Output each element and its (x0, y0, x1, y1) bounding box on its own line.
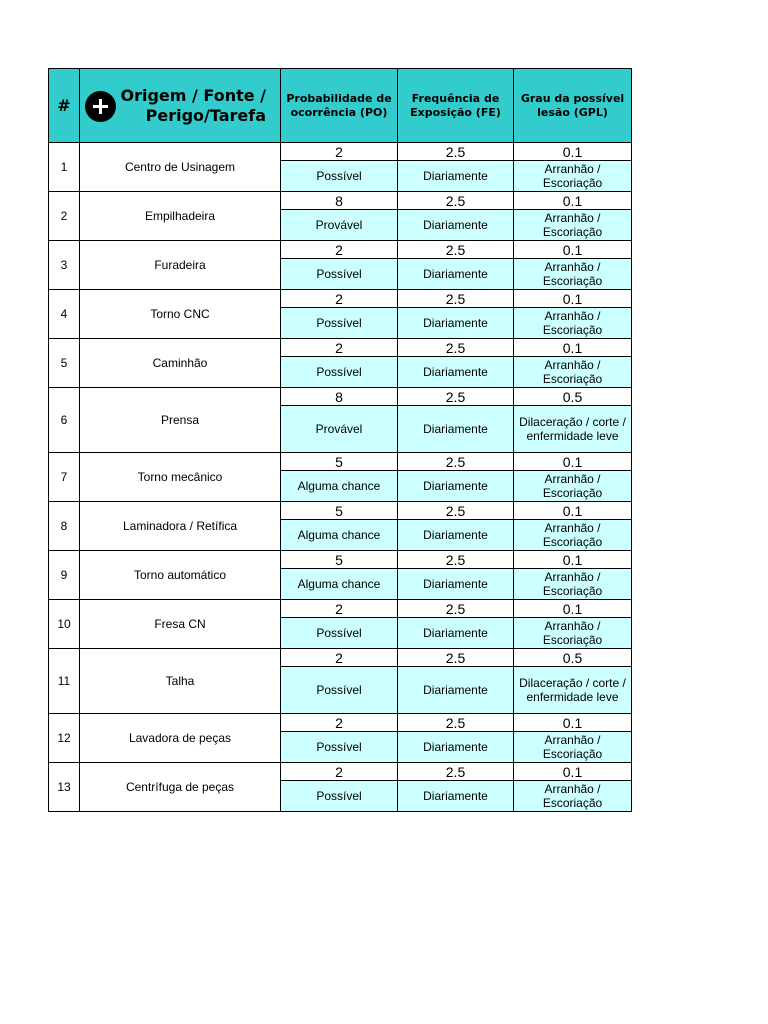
fe-label: Diariamente (398, 732, 514, 763)
po-value: 5 (281, 551, 398, 569)
row-number: 11 (49, 649, 80, 714)
header-frequency: Frequência de Exposição (FE) (398, 69, 514, 143)
gpl-value: 0.5 (514, 388, 632, 406)
hazard-source: Laminadora / Retífica (80, 502, 281, 551)
plus-circle-icon[interactable] (85, 91, 116, 122)
row-number: 13 (49, 763, 80, 812)
fe-label: Diariamente (398, 781, 514, 812)
table-row (49, 551, 632, 569)
gpl-value: 0.1 (514, 502, 632, 520)
hazard-source: Lavadora de peças (80, 714, 281, 763)
po-value: 8 (281, 192, 398, 210)
gpl-value: 0.1 (514, 143, 632, 161)
fe-value: 2.5 (398, 551, 514, 569)
gpl-label: Arranhão / Escoriação (514, 732, 632, 763)
row-number: 12 (49, 714, 80, 763)
header-origin (80, 69, 281, 143)
fe-label: Diariamente (398, 520, 514, 551)
hazard-source: Torno mecânico (80, 453, 281, 502)
gpl-label: Arranhão / Escoriação (514, 259, 632, 290)
po-label: Alguma chance (281, 520, 398, 551)
fe-value: 2.5 (398, 388, 514, 406)
fe-label: Diariamente (398, 259, 514, 290)
row-number: 3 (49, 241, 80, 290)
row-number: 1 (49, 143, 80, 192)
row-number: 8 (49, 502, 80, 551)
po-label: Possível (281, 259, 398, 290)
fe-value: 2.5 (398, 290, 514, 308)
gpl-label: Arranhão / Escoriação (514, 569, 632, 600)
po-value: 2 (281, 339, 398, 357)
fe-label: Diariamente (398, 618, 514, 649)
table-row (49, 763, 632, 781)
row-number: 4 (49, 290, 80, 339)
po-label: Possível (281, 161, 398, 192)
po-value: 2 (281, 600, 398, 618)
risk-assessment-table (48, 68, 632, 812)
gpl-value: 0.1 (514, 600, 632, 618)
header-number: # (49, 69, 80, 143)
row-number: 10 (49, 600, 80, 649)
fe-label: Diariamente (398, 667, 514, 714)
table-row (49, 600, 632, 618)
hazard-source: Centro de Usinagem (80, 143, 281, 192)
po-value: 2 (281, 241, 398, 259)
po-value: 2 (281, 649, 398, 667)
fe-value: 2.5 (398, 192, 514, 210)
header-row (49, 69, 632, 143)
table-row (49, 339, 632, 357)
gpl-label: Arranhão / Escoriação (514, 471, 632, 502)
po-value: 8 (281, 388, 398, 406)
po-value: 2 (281, 290, 398, 308)
table-row (49, 453, 632, 471)
po-label: Possível (281, 667, 398, 714)
table-row (49, 192, 632, 210)
hazard-source: Prensa (80, 388, 281, 453)
table-row (49, 388, 632, 406)
gpl-value: 0.1 (514, 714, 632, 732)
fe-value: 2.5 (398, 453, 514, 471)
table-header (49, 69, 632, 143)
gpl-label: Arranhão / Escoriação (514, 308, 632, 339)
row-number: 2 (49, 192, 80, 241)
header-probability: Probabilidade de ocorrência (PO) (281, 69, 398, 143)
fe-label: Diariamente (398, 357, 514, 388)
gpl-value: 0.1 (514, 551, 632, 569)
hazard-source: Caminhão (80, 339, 281, 388)
hazard-source: Empilhadeira (80, 192, 281, 241)
po-label: Possível (281, 357, 398, 388)
po-value: 2 (281, 714, 398, 732)
hazard-source: Talha (80, 649, 281, 714)
gpl-value: 0.1 (514, 290, 632, 308)
fe-value: 2.5 (398, 649, 514, 667)
gpl-label: Dilaceração / corte / enfermidade leve (514, 406, 632, 453)
fe-label: Diariamente (398, 406, 514, 453)
row-number: 6 (49, 388, 80, 453)
header-severity: Grau da possível lesão (GPL) (514, 69, 632, 143)
table-row (49, 143, 632, 161)
gpl-label: Arranhão / Escoriação (514, 781, 632, 812)
hazard-source: Torno CNC (80, 290, 281, 339)
gpl-label: Arranhão / Escoriação (514, 210, 632, 241)
po-label: Provável (281, 210, 398, 241)
gpl-value: 0.5 (514, 649, 632, 667)
hazard-source: Torno automático (80, 551, 281, 600)
row-number: 5 (49, 339, 80, 388)
gpl-label: Arranhão / Escoriação (514, 357, 632, 388)
hazard-source: Furadeira (80, 241, 281, 290)
table-body (49, 143, 632, 812)
gpl-value: 0.1 (514, 339, 632, 357)
fe-label: Diariamente (398, 161, 514, 192)
gpl-label: Arranhão / Escoriação (514, 618, 632, 649)
table-row (49, 241, 632, 259)
po-value: 5 (281, 502, 398, 520)
hazard-source: Centrífuga de peças (80, 763, 281, 812)
row-number: 7 (49, 453, 80, 502)
header-origin-label: Origem / Fonte / Perigo/Tarefa (120, 85, 266, 125)
hazard-source: Fresa CN (80, 600, 281, 649)
fe-label: Diariamente (398, 210, 514, 241)
fe-value: 2.5 (398, 714, 514, 732)
fe-label: Diariamente (398, 471, 514, 502)
fe-value: 2.5 (398, 502, 514, 520)
gpl-value: 0.1 (514, 192, 632, 210)
table-row (49, 502, 632, 520)
gpl-label: Dilaceração / corte / enfermidade leve (514, 667, 632, 714)
gpl-value: 0.1 (514, 241, 632, 259)
po-value: 2 (281, 143, 398, 161)
fe-value: 2.5 (398, 600, 514, 618)
fe-value: 2.5 (398, 143, 514, 161)
po-label: Provável (281, 406, 398, 453)
po-label: Possível (281, 732, 398, 763)
table-row (49, 290, 632, 308)
gpl-value: 0.1 (514, 453, 632, 471)
po-label: Possível (281, 618, 398, 649)
row-number: 9 (49, 551, 80, 600)
table-row (49, 714, 632, 732)
gpl-label: Arranhão / Escoriação (514, 161, 632, 192)
po-label: Alguma chance (281, 471, 398, 502)
po-value: 2 (281, 763, 398, 781)
fe-label: Diariamente (398, 569, 514, 600)
po-label: Alguma chance (281, 569, 398, 600)
gpl-label: Arranhão / Escoriação (514, 520, 632, 551)
table-row (49, 649, 632, 667)
gpl-value: 0.1 (514, 763, 632, 781)
fe-value: 2.5 (398, 241, 514, 259)
po-label: Possível (281, 308, 398, 339)
fe-value: 2.5 (398, 339, 514, 357)
po-value: 5 (281, 453, 398, 471)
fe-label: Diariamente (398, 308, 514, 339)
po-label: Possível (281, 781, 398, 812)
fe-value: 2.5 (398, 763, 514, 781)
